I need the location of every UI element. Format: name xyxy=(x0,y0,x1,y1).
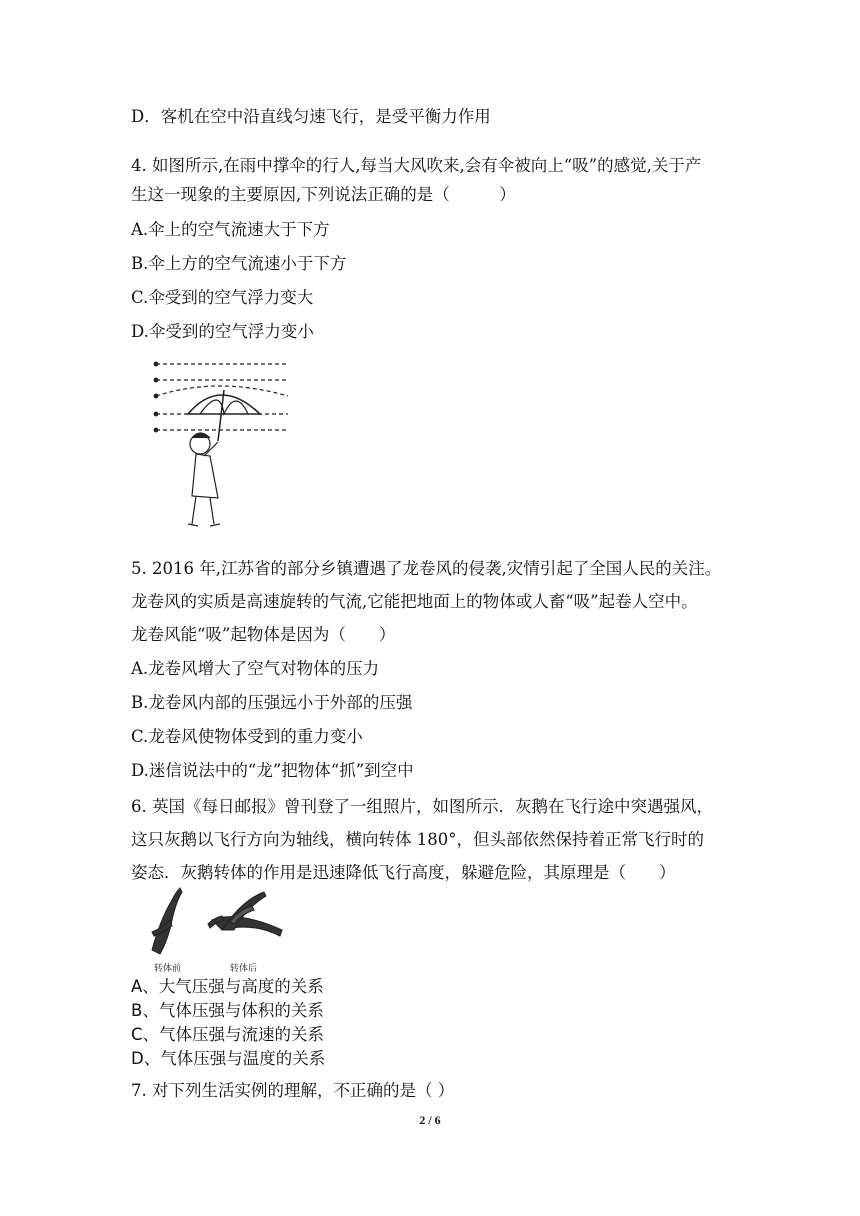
q4-option-a: A.伞上的空气流速大于下方 xyxy=(131,220,330,239)
q5-option-c: C.龙卷风使物体受到的重力变小 xyxy=(131,727,363,746)
q5-option-d: D.迷信说法中的“龙”把物体“抓”到空中 xyxy=(131,761,414,780)
q5-stem-line1: 5. 2016 年,江苏省的部分乡镇遭遇了龙卷风的侵袭,灾情引起了全国人民的关注。 xyxy=(131,559,722,578)
geese-caption-before: 转体前 xyxy=(154,964,182,974)
q6-option-a: A、大气压强与高度的关系 xyxy=(131,977,324,996)
q6-option-b: B、气体压强与体积的关系 xyxy=(131,1001,324,1020)
q6-stem-line3: 姿态．灰鹅转体的作用是迅速降低飞行高度，躲避危险，其原理是（ ） xyxy=(131,863,676,882)
q7-stem: 7. 对下列生活实例的理解，不正确的是（ ） xyxy=(131,1081,455,1100)
q6-stem-line2: 这只灰鹅以飞行方向为轴线，横向转体 180°，但头部依然保持着正常飞行时的 xyxy=(131,830,704,849)
page-number: 2 / 6 xyxy=(419,1113,441,1127)
umbrella-walker-icon xyxy=(148,356,298,536)
q4-option-b: B.伞上方的空气流速小于下方 xyxy=(131,254,347,273)
q5-option-b: B.龙卷风内部的压强远小于外部的压强 xyxy=(131,693,413,712)
q5-stem-line2: 龙卷风的实质是高速旋转的气流,它能把地面上的物体或人畜“吸”起卷人空中。 xyxy=(131,592,698,611)
q5-option-a: A.龙卷风增大了空气对物体的压力 xyxy=(131,659,380,678)
geese-caption-after: 转体后 xyxy=(230,964,258,974)
q4-option-d: D.伞受到的空气浮力变小 xyxy=(131,322,314,341)
q5-stem-line3: 龙卷风能“吸”起物体是因为（ ） xyxy=(131,625,396,644)
q3-option-d: D．客机在空中沿直线匀速飞行，是受平衡力作用 xyxy=(131,107,491,126)
q4-option-c: C.伞受到的空气浮力变大 xyxy=(131,288,314,307)
q6-option-d: D、气体压强与温度的关系 xyxy=(131,1049,326,1068)
q6-option-c: C、气体压强与流速的关系 xyxy=(131,1025,325,1044)
q4-stem-line2: 生这一现象的主要原因,下列说法正确的是（ ） xyxy=(131,185,516,204)
q6-stem-line1: 6. 英国《每日邮报》曾刊登了一组照片，如图所示．灰鹅在飞行途中突遇强风， xyxy=(131,797,713,816)
q4-stem-line1: 4. 如图所示,在雨中撑伞的行人,每当大风吹来,会有伞被向上“吸”的感觉,关于产 xyxy=(131,156,702,175)
geese-icon xyxy=(142,880,302,976)
